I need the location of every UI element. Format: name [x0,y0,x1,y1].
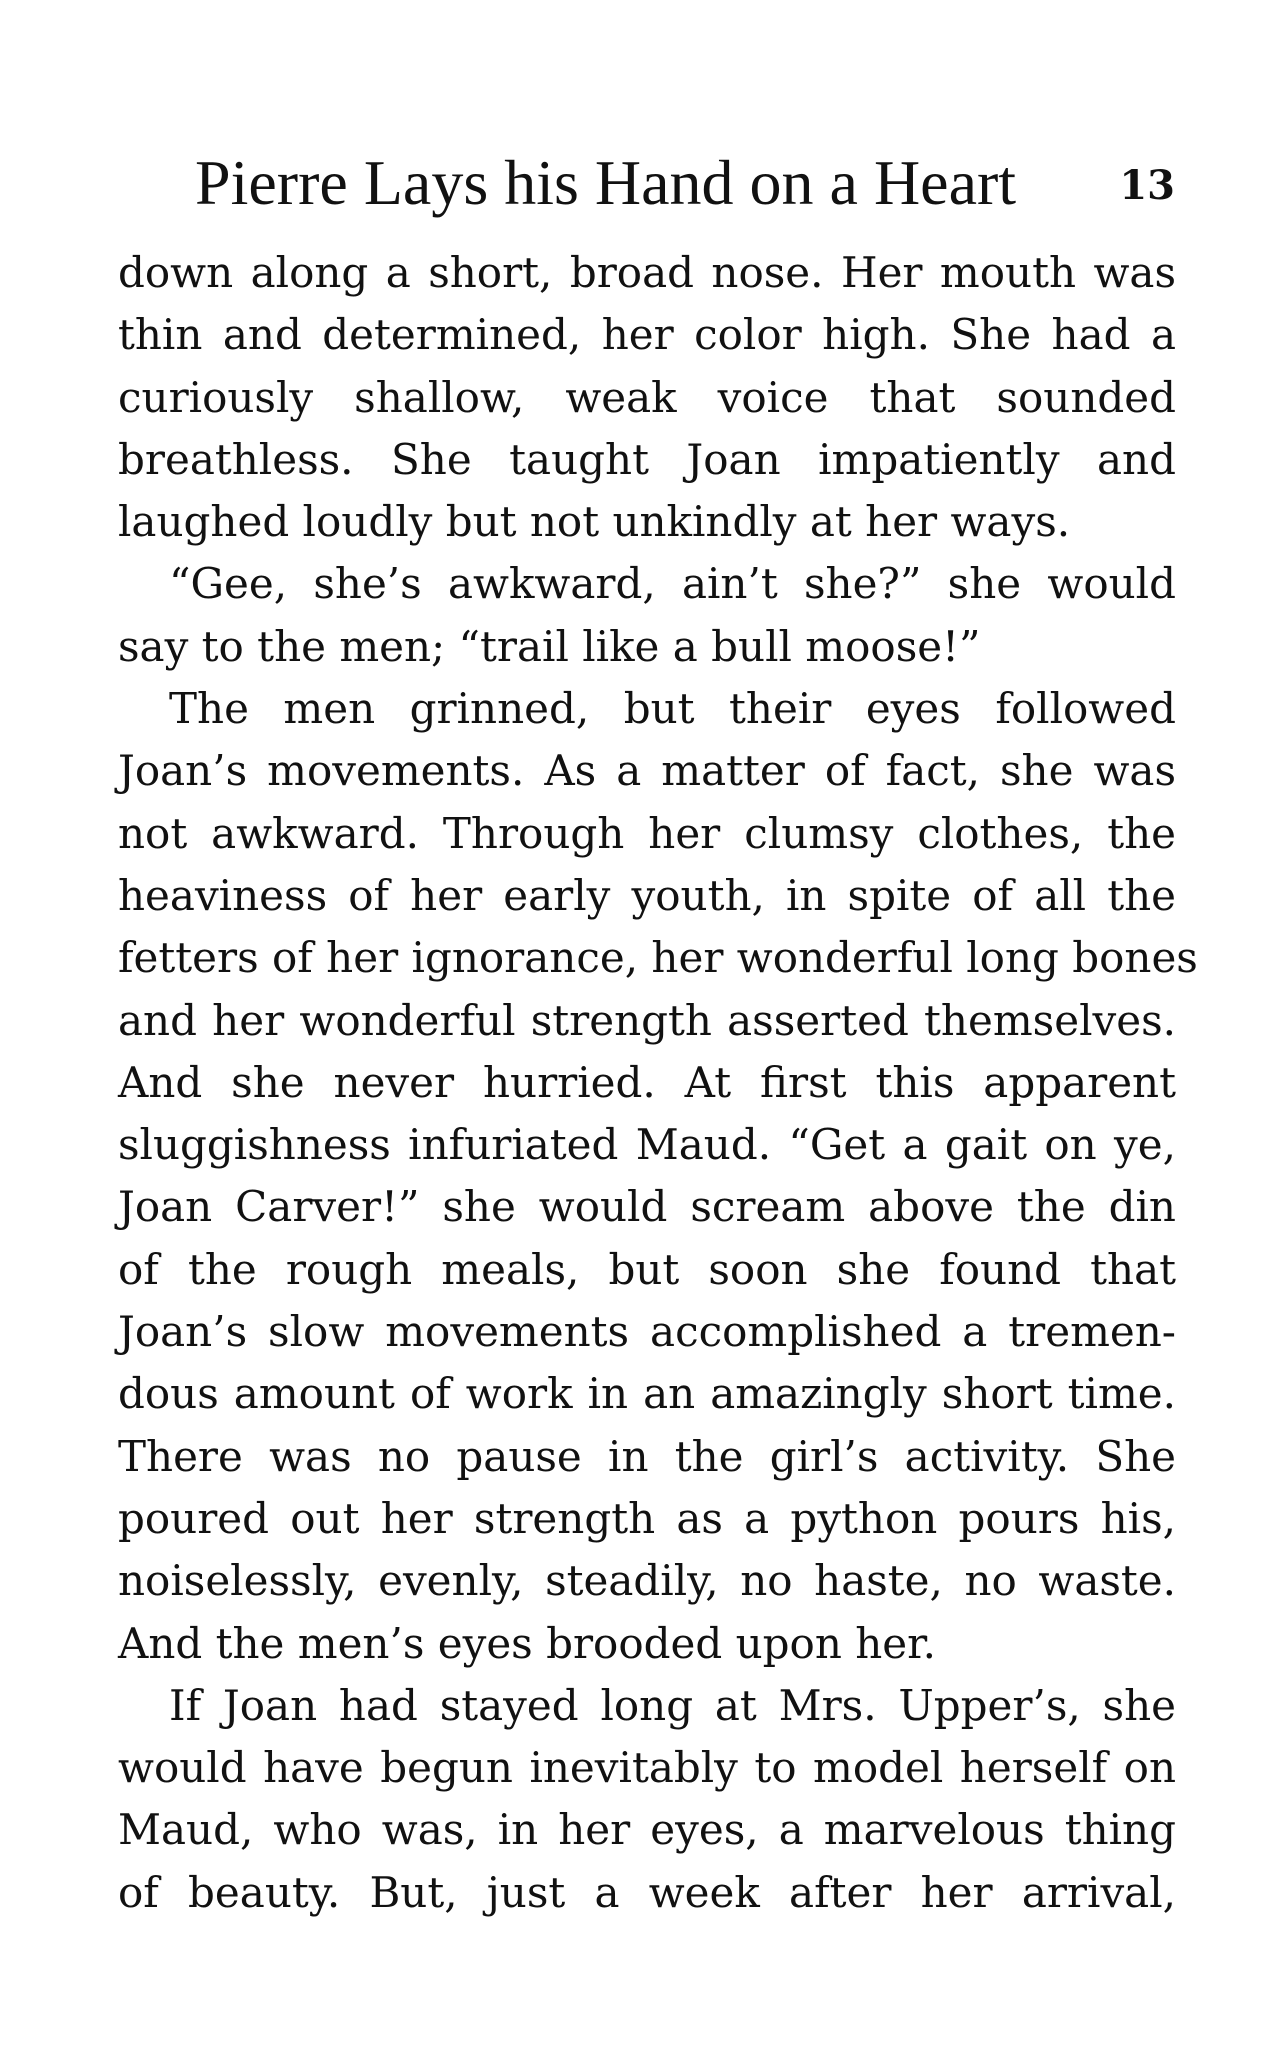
text-line: Joan Carver!” she would scream above the din [118,1182,1176,1232]
text-line: breathless. She taught Joan impatiently and [118,434,1176,484]
text-line: curiously shallow, weak voice that sounded [118,372,1176,422]
text-line: “Gee, she’s awkward, ain’t she?” she would [169,559,1176,609]
text-line: fetters of her ignorance, her wonderful long bones [118,933,1198,983]
text-line: and her wonderful strength asserted themselves. [118,995,1176,1045]
text-line: Joan’s slow movements accomplished a tremen- [118,1307,1176,1357]
body-text [118,242,1198,1924]
text-line: If Joan had stayed long at Mrs. Upper’s, she [169,1680,1176,1730]
running-title: Pierre Lays his Hand on a Heart [195,147,1017,218]
page-number: 13 [1119,162,1175,209]
text-line: And she never hurried. At first this apparent [118,1057,1176,1107]
text-line: laughed loudly but not unkindly at her ways. [118,497,1071,547]
text-line: dous amount of work in an amazingly short time. [118,1369,1176,1419]
text-line: Maud, who was, in her eyes, a marvelous thing [118,1805,1176,1855]
text-line: would have begun inevitably to model herself on [118,1743,1176,1793]
text-line: of the rough meals, but soon she found that [118,1244,1176,1294]
text-line: thin and determined, her color high. She had a [118,310,1176,360]
text-line: The men grinned, but their eyes followed [169,684,1176,734]
text-line: poured out her strength as a python pours his, [118,1493,1176,1543]
text-line: And the men’s eyes brooded upon her. [118,1618,936,1668]
running-head [195,148,1175,218]
text-line: not awkward. Through her clumsy clothes, the [118,808,1176,858]
text-line: There was no pause in the girl’s activity. She [118,1431,1176,1481]
text-line: down along a short, broad nose. Her mouth was [118,248,1176,297]
text-line: Joan’s movements. As a matter of fact, she was [118,746,1176,796]
text-line: sluggishness infuriated Maud. “Get a gait on ye, [118,1120,1176,1170]
text-line: of beauty. But, just a week after her arrival, [118,1867,1176,1917]
text-line: say to the men; “trail like a bull moose!” [118,621,981,671]
text-line: noiselessly, evenly, steadily, no haste, no waste. [118,1556,1176,1606]
text-line: heaviness of her early youth, in spite of all the [118,870,1176,920]
